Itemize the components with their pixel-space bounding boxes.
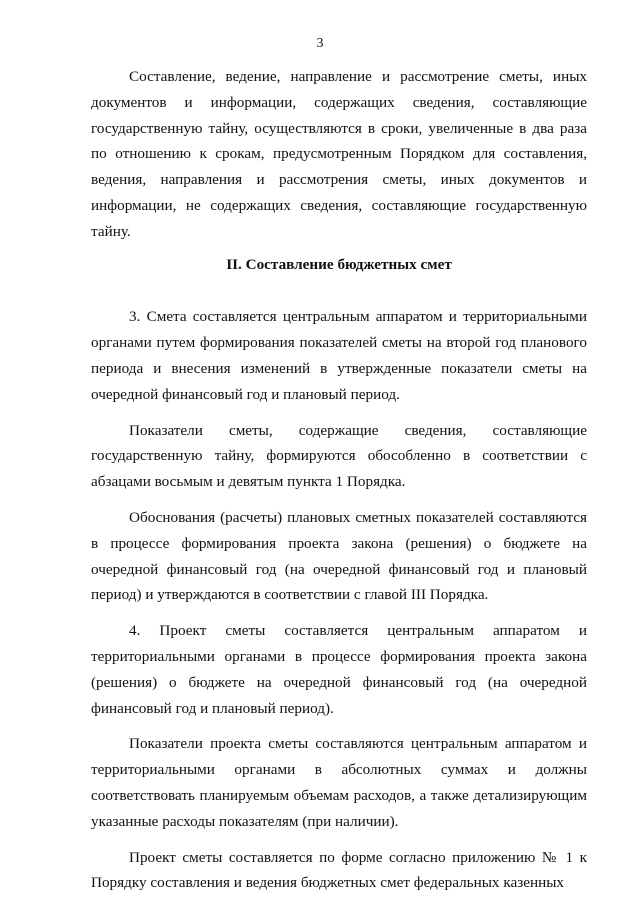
page-number: 3 bbox=[316, 36, 324, 51]
paragraph-draft-form: Проект сметы составляется по форме согласно приложению № 1 к Порядку составления и ведения бюджетных смет федеральных казенных bbox=[91, 848, 587, 892]
paragraph-secret-indicators: Показатели сметы, содержащие сведения, составляющие государственную тайну, формируются обособленно в соответствии с абзацами восьмым и девятым пункта 1 Порядка. bbox=[91, 421, 587, 491]
section-heading: II. Составление бюджетных смет bbox=[226, 255, 452, 273]
paragraph-clause-4: 4. Проект сметы составляется центральным аппаратом и территориальными органами в процессе формирования проекта закона (решения) о бюджете на очередной финансовый год (на очередной финансовый год и плановый период). bbox=[91, 622, 587, 717]
paragraph-clause-3: 3. Смета составляется центральным аппаратом и территориальными органами путем формирования показателей сметы на второй год планового периода и внесения изменений в утвержденные показатели сметы на очередной финансовый год и плановый период. bbox=[91, 308, 587, 403]
paragraph-justifications: Обоснования (расчеты) плановых сметных показателей составляются в процессе формирования проекта закона (решения) о бюджете на очередной финансовый год (на очередной финансовый год и плановый период) и утверждаются в соответствии с главой III Порядка. bbox=[91, 508, 587, 604]
paragraph-draft-indicators: Показатели проекта сметы составляются центральным аппаратом и территориальными органами в абсолютных суммах и должны соответствовать планируемым объемам расходов, а также детализирующим указанные расходы показателям (при наличии). bbox=[91, 735, 587, 830]
document-body bbox=[91, 64, 587, 896]
intro-paragraph: Составление, ведение, направление и рассмотрение сметы, иных документов и информации, содержащих сведения, составляющие государственную тайну, осуществляются в сроки, увеличенные в два раза по отношению к срокам, предусмотренным Порядком для составления, ведения, направления и рассмотрения сметы, иных документов и информации, не содержащих сведения, составляющие государственную тайну. bbox=[91, 68, 587, 240]
